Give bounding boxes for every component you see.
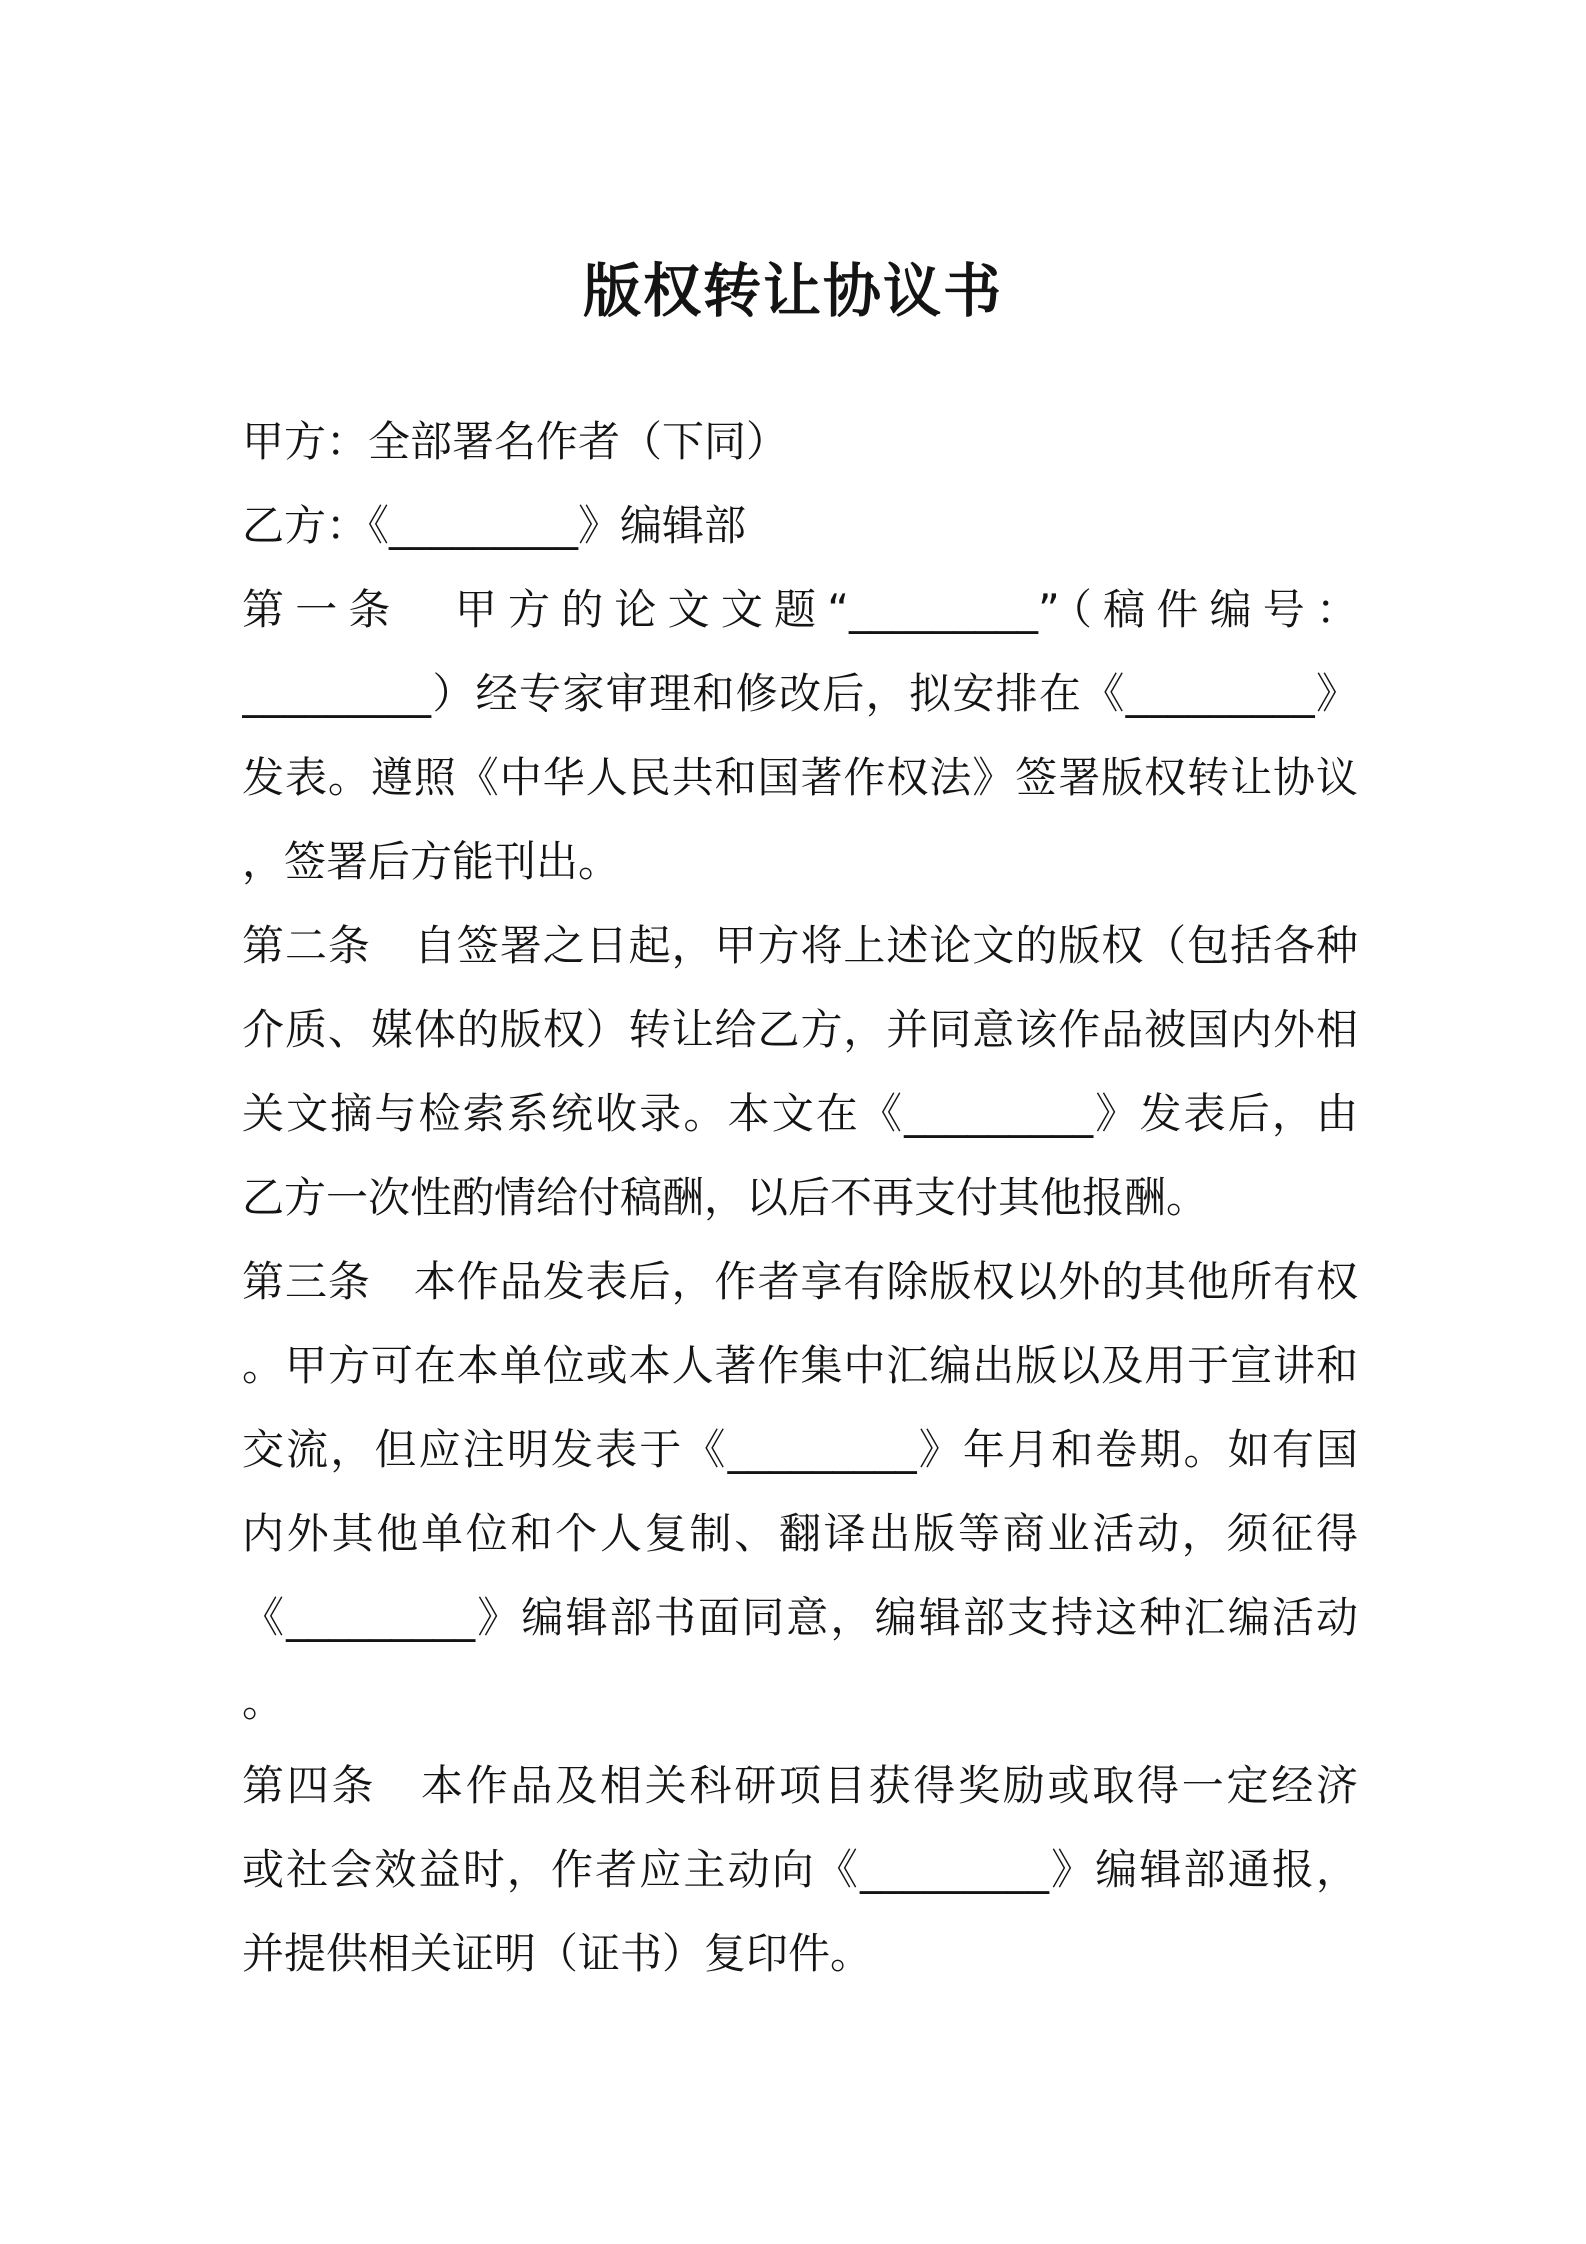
article-3-line-1: 第三条 本作品发表后，作者享有除版权以外的其他所有权 [242,1257,1358,1306]
document-body [242,400,1358,1996]
article-2-line-2: 介质、媒体的版权）转让给乙方，并同意该作品被国内外相 [242,1005,1358,1054]
article-4-line-2: 或社会效益时，作者应主动向《_________》编辑部通报， [242,1845,1358,1894]
article-1-line-1: 第一条 甲方的论文文题“_________”（稿件编号： [242,585,1358,634]
party-b-line: 乙方：《_________》编辑部 [242,501,747,550]
article-1-line-4: ，签署后方能刊出。 [242,837,621,886]
party-a-line: 甲方：全部署名作者（下同） [242,417,789,466]
article-4-line-3: 并提供相关证明（证书）复印件。 [242,1929,873,1978]
article-3-line-6: 。 [242,1677,285,1726]
article-3-line-2: 。甲方可在本单位或本人著作集中汇编出版以及用于宣讲和 [242,1341,1358,1390]
article-1-line-3: 发表。遵照《中华人民共和国著作权法》签署版权转让协议 [242,753,1358,802]
article-1-line-2: _________）经专家审理和修改后，拟安排在《_________》 [242,669,1358,718]
document-title: 版权转让协议书 [582,257,1003,325]
article-2-line-1: 第二条 自签署之日起，甲方将上述论文的版权（包括各种 [242,921,1358,970]
article-3-line-4: 内外其他单位和个人复制、翻译出版等商业活动，须征得 [242,1509,1358,1558]
article-2-line-4: 乙方一次性酌情给付稿酬，以后不再支付其他报酬。 [242,1173,1209,1222]
article-3-line-5: 《_________》编辑部书面同意，编辑部支持这种汇编活动 [242,1593,1358,1642]
article-2-line-3: 关文摘与检索系统收录。本文在《_________》发表后，由 [242,1089,1358,1138]
article-4-line-1: 第四条 本作品及相关科研项目获得奖励或取得一定经济 [242,1761,1358,1810]
article-3-line-3: 交流，但应注明发表于《_________》年月和卷期。如有国 [242,1425,1358,1474]
